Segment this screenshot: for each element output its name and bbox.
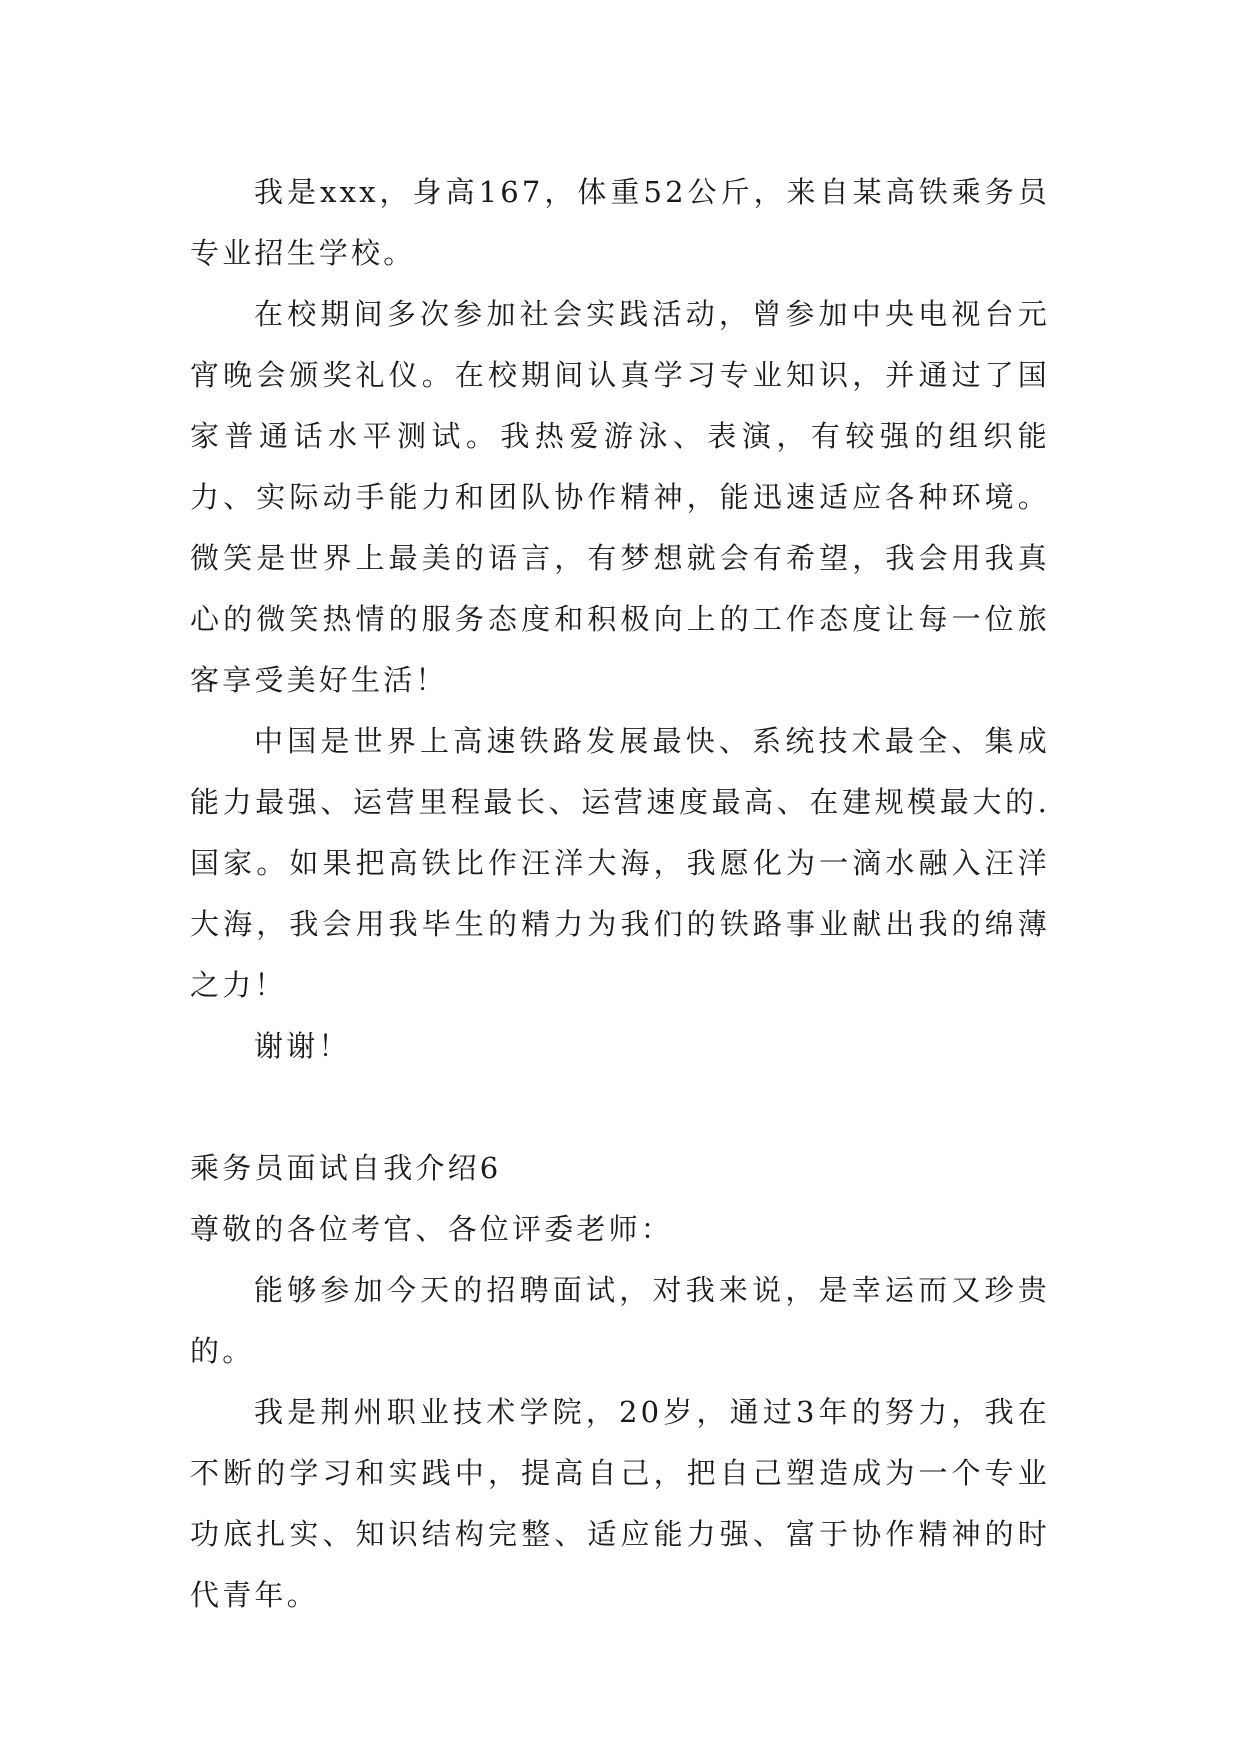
paragraph-railway-china: 中国是世界上高速铁路发展最快、系统技术最全、集成能力最强、运营里程最长、运营速度最高、在建规模最大的.国家。如果把高铁比作汪洋大海，我愿化为一滴水融入汪洋大海，我会用我毕生的精力为我们的铁路事业献出我的绵薄之力！: [190, 724, 1050, 1002]
paragraph-college-intro: 我是荆州职业技术学院，20岁，通过3年的努力，我在不断的学习和实践中，提高自己，把自己塑造成为一个专业功底扎实、知识结构完整、适应能力强、富于协作精神的时代青年。: [190, 1395, 1050, 1612]
paragraph-thanks: 谢谢！: [254, 1029, 351, 1063]
section-gap: [190, 1077, 1050, 1138]
paragraph-interview-honor: 能够参加今天的招聘面试，对我来说，是幸运而又珍贵的。: [190, 1273, 1050, 1368]
salutation: 尊敬的各位考官、各位评委老师：: [190, 1212, 674, 1246]
document-body: [190, 162, 1050, 1626]
section-title: 乘务员面试自我介绍6: [190, 1151, 502, 1185]
paragraph-school-experience: 在校期间多次参加社会实践活动，曾参加中央电视台元宵晚会颁奖礼仪。在校期间认真学习专业知识，并通过了国家普通话水平测试。我热爱游泳、表演，有较强的组织能力、实际动手能力和团队协作精神，能迅速适应各种环境。微笑是世界上最美的语言，有梦想就会有希望，我会用我真心的微笑热情的服务态度和积极向上的工作态度让每一位旅客享受美好生活！: [190, 297, 1050, 697]
paragraph-self-intro: 我是xxx，身高167，体重52公斤，来自某高铁乘务员专业招生学校。: [190, 175, 1050, 270]
